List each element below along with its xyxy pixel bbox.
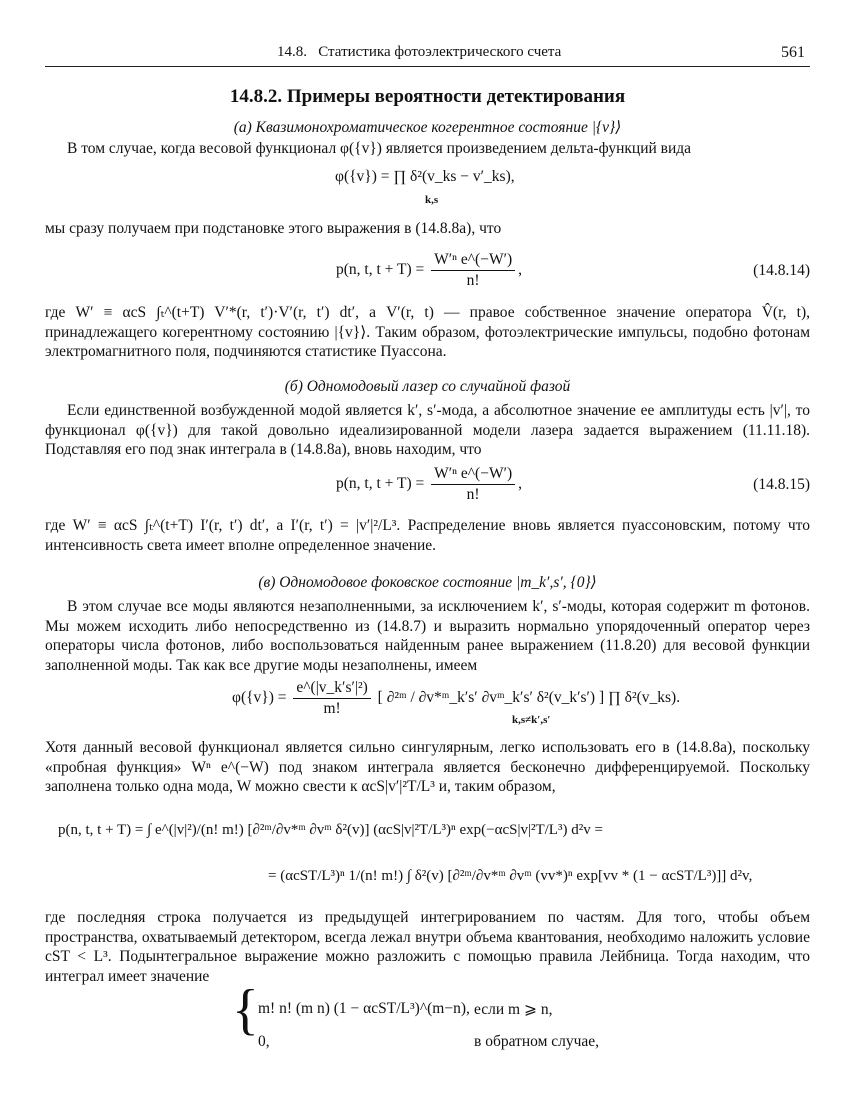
case-1-condition: если m ⩾ n, bbox=[474, 1001, 553, 1018]
equation-a1-subscript: k,s bbox=[425, 194, 439, 206]
paragraph-a1: В том случае, когда весовой функционал φ({v}) является произведением дельта-функций вида bbox=[67, 140, 692, 157]
page-number: 561 bbox=[781, 44, 805, 61]
running-head-section: 14.8. bbox=[277, 44, 307, 60]
subsection-a-title: (а) Квазимонохроматическое когерентное состояние |{v}⟩ bbox=[233, 119, 622, 136]
equation-a1: φ({v}) = ∏ δ²(v_ks − v′_ks), k,s bbox=[335, 168, 515, 206]
equation-c2-line1: p(n, t, t + T) = ∫ e^(|v|²)/(n! m!) [∂²ᵐ/∂v*ᵐ ∂vᵐ δ²(v)] (αcS|v|²T/L³)ⁿ exp(−αcS|v|²T/L³) d²v = bbox=[58, 822, 603, 838]
paragraph-c1: В этом случае все моды являются незаполненными, за исключением k′, s′-моды, которая содержит m фотонов. Мы можем исходить либо непосредственно из (14.8.7) и выразить нормально упорядоченный оператор через операторы числа фотонов, либо воспользоваться найденным ранее выражением (11.8.20) для весовой функции заполненной моды. Так как все другие моды незаполнены, имеем bbox=[45, 598, 810, 674]
equation-c1: φ({v}) = $\frac{\text{e\textasciicircum{}(|v\_k′s′|²)}}{m!}$ [ ∂²ᵐ / ∂v*ᵐ_k′s′ ∂vᵐ_k′s′ δ²(v_k′s′) ] ∏ δ²(v_ks). k,s≠k′,s′ bbox=[232, 679, 681, 726]
running-head-text: Статистика фотоэлектрического счета bbox=[318, 44, 562, 60]
running-head-title bbox=[277, 44, 561, 61]
paragraph-c3: где последняя строка получается из предыдущей интегрированием по частям. Для того, чтобы объем пространства, охватываемый детектором, всегда лежал внутри объема квантования, необходимо наложить условие cST < L³. Подынтегральное выражение можно разложить с помощью правила Лейбница. Тогда находим, что интеграл имеет значение bbox=[45, 909, 810, 985]
equation-14-8-14: p(n, t, t + T) = $\frac{\text{W′ⁿ e\textasciicircum{}(−W′)}}{n!}$ , bbox=[336, 251, 522, 289]
running-head bbox=[45, 44, 810, 64]
subsection-b-title: (б) Одномодовый лазер со случайной фазой bbox=[284, 378, 571, 395]
equation-number-14-8-15: (14.8.15) bbox=[753, 476, 810, 493]
equation-number-14-8-14: (14.8.14) bbox=[753, 262, 810, 279]
equation-c1-bracket: [ ∂²ᵐ / ∂v*ᵐ_k′s′ ∂vᵐ_k′s′ δ²(v_k′s′) ] bbox=[377, 689, 605, 707]
subsection-c-title: (в) Одномодовое фоковское состояние |m_k′,s′, {0}⟩ bbox=[258, 574, 597, 591]
paragraph-a2: мы сразу получаем при подстановке этого выражения в (14.8.8а), что bbox=[45, 220, 502, 237]
header-rule bbox=[45, 66, 810, 67]
equation-c2-line2: = (αcST/L³)ⁿ 1/(n! m!) ∫ δ²(v) [∂²ᵐ/∂v*ᵐ ∂vᵐ (vv*)ⁿ exp[vv * (1 − αcST/L³)]] d²v, bbox=[268, 868, 753, 884]
paragraph-c2: Хотя данный весовой функционал является сильно сингулярным, легко использовать его в (14.8.8а), поскольку «пробная функция» Wⁿ e^(−W) под знаком интеграла является бесконечно дифференцируемой. Поскольку заполнена только одна мода, W можно свести к αcS|v′|²T/L³ и, таким образом, bbox=[45, 739, 810, 795]
paragraph-b2: где W′ ≡ αcS ∫ₜ^(t+T) I′(r, t′) dt′, а I′(r, t′) = |v′|²/L³. Распределение вновь является пуассоновским, потому что интенсивность света имеет вполне определенное значение. bbox=[45, 517, 810, 554]
section-title: 14.8.2. Примеры вероятности детектирования bbox=[229, 86, 626, 107]
case-2-condition: в обратном случае, bbox=[474, 1033, 600, 1050]
equation-14-8-15-fraction: $\frac{\text{W′ⁿ e\textasciicircum{}(−W′)}}{n!}$ bbox=[431, 464, 515, 505]
equation-c1-product: ∏ δ²(v_ks). bbox=[608, 689, 681, 707]
cases-brace: { bbox=[232, 979, 259, 1041]
case-1-expression: m! n! (m n) (1 − αcST/L³)^(m−n), bbox=[258, 1000, 470, 1017]
paragraph-a3: где W′ ≡ αcS ∫ₜ^(t+T) V′*(r, t′)·V′(r, t′) dt′, а V′(r, t) — правое собственное значение оператора V̂(r, t), принадлежащего когерентному состоянию |{v}⟩. Таким образом, фотоэлектрические импульсы, подобно фотонам электромагнитного поля, подчиняются статистике Пуассона. bbox=[45, 304, 810, 360]
case-2-expression: 0, bbox=[258, 1033, 270, 1050]
equation-c1-product-subscript: k,s≠k′,s′ bbox=[512, 714, 551, 726]
equation-14-8-15: p(n, t, t + T) = $\frac{\text{W′ⁿ e\textasciicircum{}(−W′)}}{n!}$ , bbox=[336, 465, 522, 503]
equation-c1-fraction: $\frac{\text{e\textasciicircum{}(|v\_k′s′|²)}}{m!}$ bbox=[293, 678, 370, 719]
paragraph-b1: Если единственной возбужденной модой является k′, s′-мода, а абсолютное значение ее амплитуды есть |v′|, то функционал φ({v}) для такой довольно идеализированной модели лазера задается выражением (11.11.18). Подставляя его под знак интеграла в (14.8.8а), вновь находим, что bbox=[45, 402, 810, 458]
equation-14-8-14-fraction: $\frac{\text{W′ⁿ e\textasciicircum{}(−W′)}}{n!}$ bbox=[431, 250, 515, 291]
